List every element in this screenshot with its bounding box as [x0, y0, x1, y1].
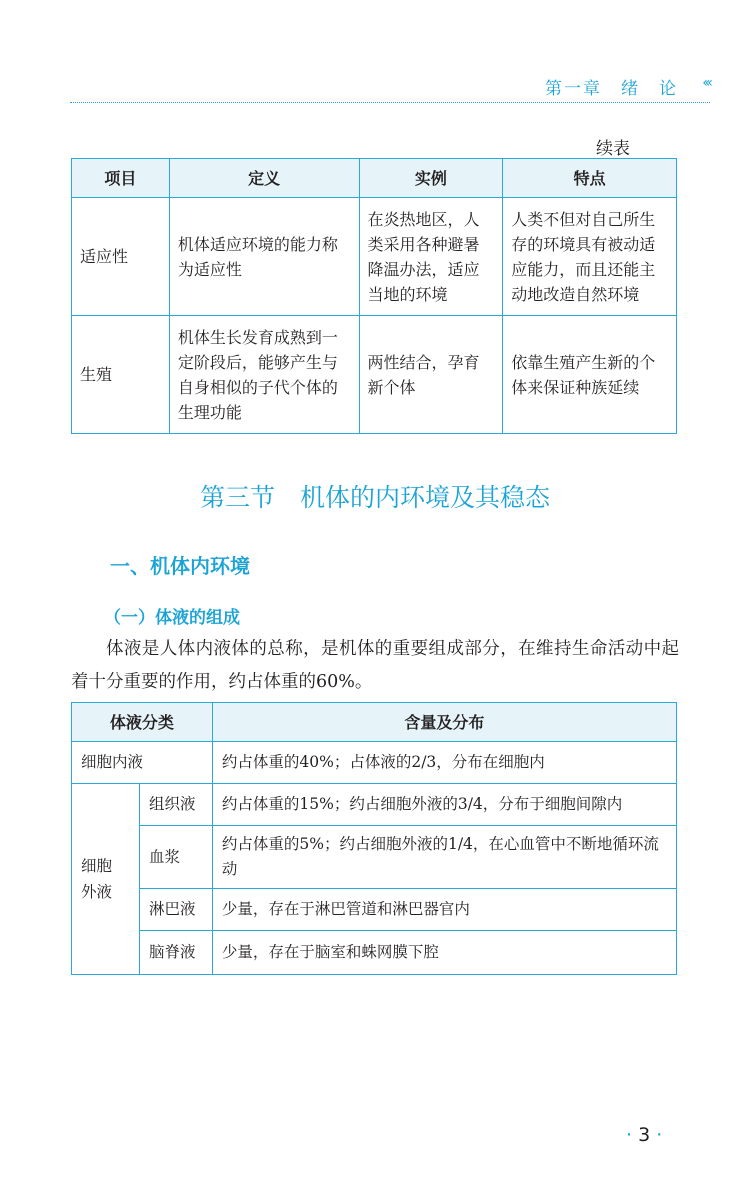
running-header — [70, 74, 710, 103]
column-header: 体液分类 — [72, 703, 213, 742]
table-cell: 组织液 — [139, 784, 212, 826]
extracellular-label: 细胞外液 — [81, 857, 113, 901]
table-cell: 两性结合，孕育新个体 — [359, 316, 503, 434]
table-cell: 血浆 — [139, 826, 212, 889]
table-row — [72, 784, 677, 826]
table-cell: 生殖 — [72, 316, 170, 434]
column-header: 项目 — [72, 159, 170, 198]
column-header: 定义 — [169, 159, 359, 198]
table-row — [72, 316, 677, 434]
table-cell: 约占体重的5%；约占细胞外液的1/4，在心血管中不断地循环流动 — [212, 826, 676, 889]
table-cell: 机体生长发育成熟到一定阶段后，能够产生与自身相似的子代个体的生理功能 — [169, 316, 359, 434]
chevron-left-icon: ‹‹‹ — [702, 75, 710, 91]
table-row — [72, 826, 677, 889]
table-header-row — [72, 703, 677, 742]
table-cell: 适应性 — [72, 198, 170, 316]
table-cell: 细胞内液 — [72, 742, 213, 784]
table-cell: 淋巴液 — [139, 889, 212, 931]
table-cell: 少量，存在于脑室和蛛网膜下腔 — [212, 931, 676, 975]
page-number-value: 3 — [638, 1124, 651, 1146]
table-cell — [72, 784, 140, 975]
table-cell: 人类不但对自己所生存的环境具有被动适应能力，而且还能主动地改造自然环境 — [503, 198, 677, 316]
table-cell: 机体适应环境的能力称为适应性 — [169, 198, 359, 316]
table-cell: 约占体重的15%；约占细胞外液的3/4，分布于细胞间隙内 — [212, 784, 676, 826]
characteristics-table — [71, 158, 677, 434]
heading-level-2: （一）体液的组成 — [104, 608, 240, 628]
table-row — [72, 198, 677, 316]
table-row — [72, 889, 677, 931]
column-header: 实例 — [359, 159, 503, 198]
table-row — [72, 742, 677, 784]
table-row — [72, 931, 677, 975]
table-cell: 约占体重的40%；占体液的2/3，分布在细胞内 — [212, 742, 676, 784]
continued-table-label: 续表 — [596, 139, 630, 159]
heading-level-1: 一、机体内环境 — [110, 554, 250, 578]
column-header: 特点 — [503, 159, 677, 198]
table-cell: 脑脊液 — [139, 931, 212, 975]
table-cell: 依靠生殖产生新的个体来保证种族延续 — [503, 316, 677, 434]
page-number: · 3 · — [626, 1124, 663, 1146]
column-header: 含量及分布 — [212, 703, 676, 742]
table-cell: 在炎热地区，人类采用各种避暑降温办法，适应当地的环境 — [359, 198, 503, 316]
table-cell: 少量，存在于淋巴管道和淋巴器官内 — [212, 889, 676, 931]
body-paragraph: 体液是人体内液体的总称，是机体的重要组成部分，在维持生命活动中起着十分重要的作用，约占体重的60%。 — [71, 639, 679, 692]
table-header-row — [72, 159, 677, 198]
body-fluid-table — [71, 702, 677, 975]
section-title: 第三节 机体的内环境及其稳态 — [199, 483, 550, 512]
chapter-title: 第一章 绪 论 — [545, 79, 678, 99]
